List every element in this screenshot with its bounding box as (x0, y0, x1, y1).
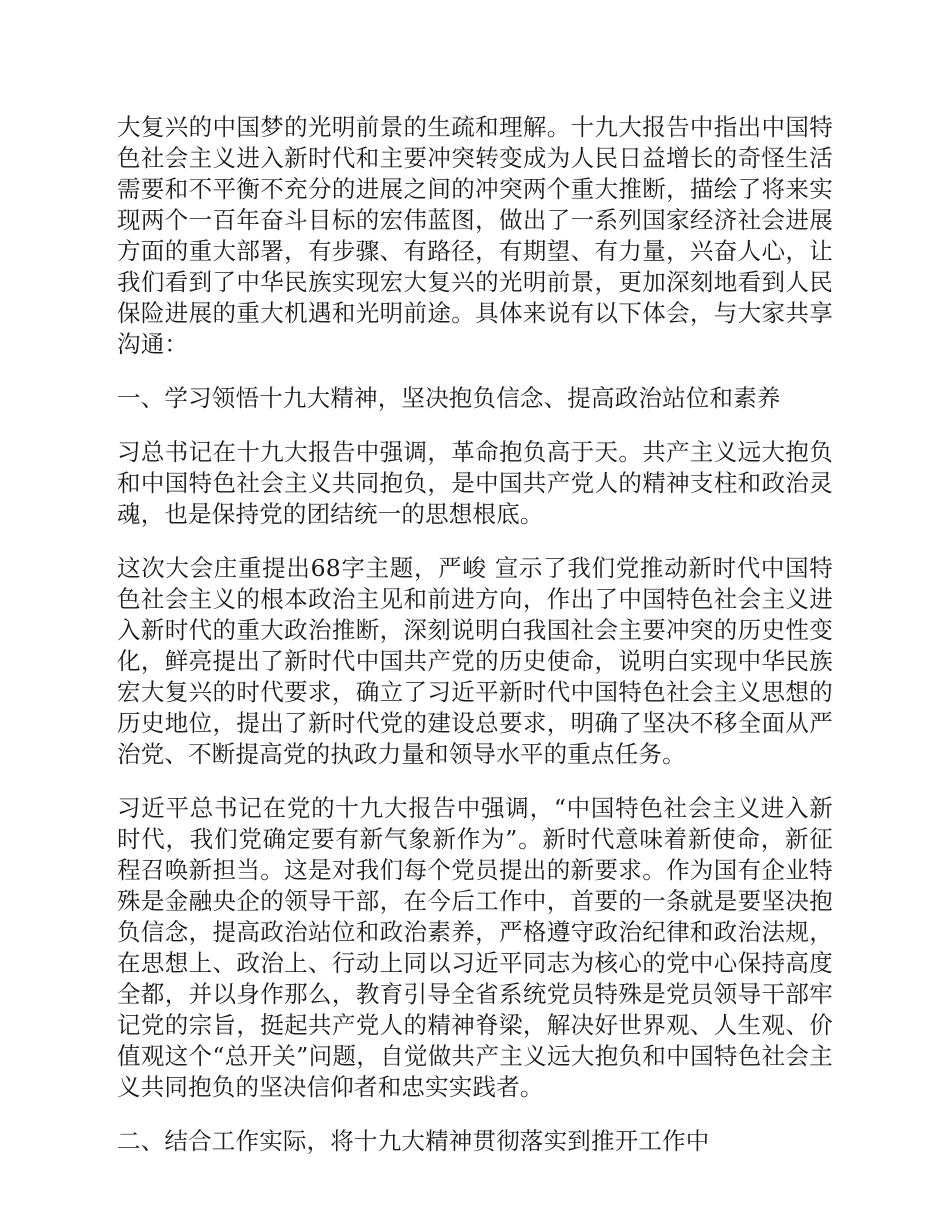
paragraph-new-era: 习近平总书记在党的十九大报告中强调，“中国特色社会主义进入新时代，我们党确定要有新气象新作为”。新时代意味着新使命，新征程召唤新担当。这是对我们每个党员提出的新要求。作为国有企业特殊是金融央企的领导干部，在今后工作中，首要的一条就是要坚决抱负信念，提高政治站位和政治素养，严格遵守政治纪律和政治法规，在思想上、政治上、行动上同以习近平同志为核心的党中心保持高度全都，并以身作那么，教育引导全省系统党员特殊是党员领导干部牢记党的宗旨，挺起共产党人的精神脊梁，解决好世界观、人生观、价值观这个“总开关”问题，自觉做共产主义远大抱负和中国特色社会主义共同抱负的坚决信仰者和忠实实践者。 (117, 794, 833, 1101)
paragraph-congress-theme: 这次大会庄重提出68字主题，严峻 宣示了我们党推动新时代中国特色社会主义的根本政治主见和前进方向，作出了中国特色社会主义进入新时代的重大政治推断，深刻说明白我国社会主要冲突的历史性变化，鲜亮提出了新时代中国共产党的历史使命，说明白实现中华民族宏大复兴的时代要求，确立了习近平新时代中国特色社会主义思想的历史地位，提出了新时代党的建设总要求，明确了坚决不移全面从严治党、不断提高党的执政力量和领导水平的重点任务。 (117, 554, 833, 768)
section-heading-one: 一、学习领悟十九大精神，坚决抱负信念、提高政治站位和素养 (117, 384, 781, 412)
paragraph-intro: 大复兴的中国梦的光明前景的生疏和理解。十九大报告中指出中国特色社会主义进入新时代和主要冲突转变成为人民日益增长的奇怪生活需要和不平衡不充分的进展之间的冲突两个重大推断，描绘了将来实现两个一百年奋斗目标的宏伟蓝图，做出了一系列国家经济社会进展方面的重大部署，有步骤、有路径，有期望、有力量，兴奋人心，让我们看到了中华民族实现宏大复兴的光明前景，更加深刻地看到人民保险进展的重大机遇和光明前途。具体来说有以下体会，与大家共享沟通： (117, 113, 833, 358)
document-page (117, 112, 833, 1180)
paragraph-ideals: 习总书记在十九大报告中强调，革命抱负高于天。共产主义远大抱负和中国特色社会主义共同抱负，是中国共产党人的精神支柱和政治灵魂，也是保持党的团结统一的思想根底。 (117, 438, 833, 528)
section-heading-two: 二、结合工作实际，将十九大精神贯彻落实到推开工作中 (117, 1127, 710, 1155)
